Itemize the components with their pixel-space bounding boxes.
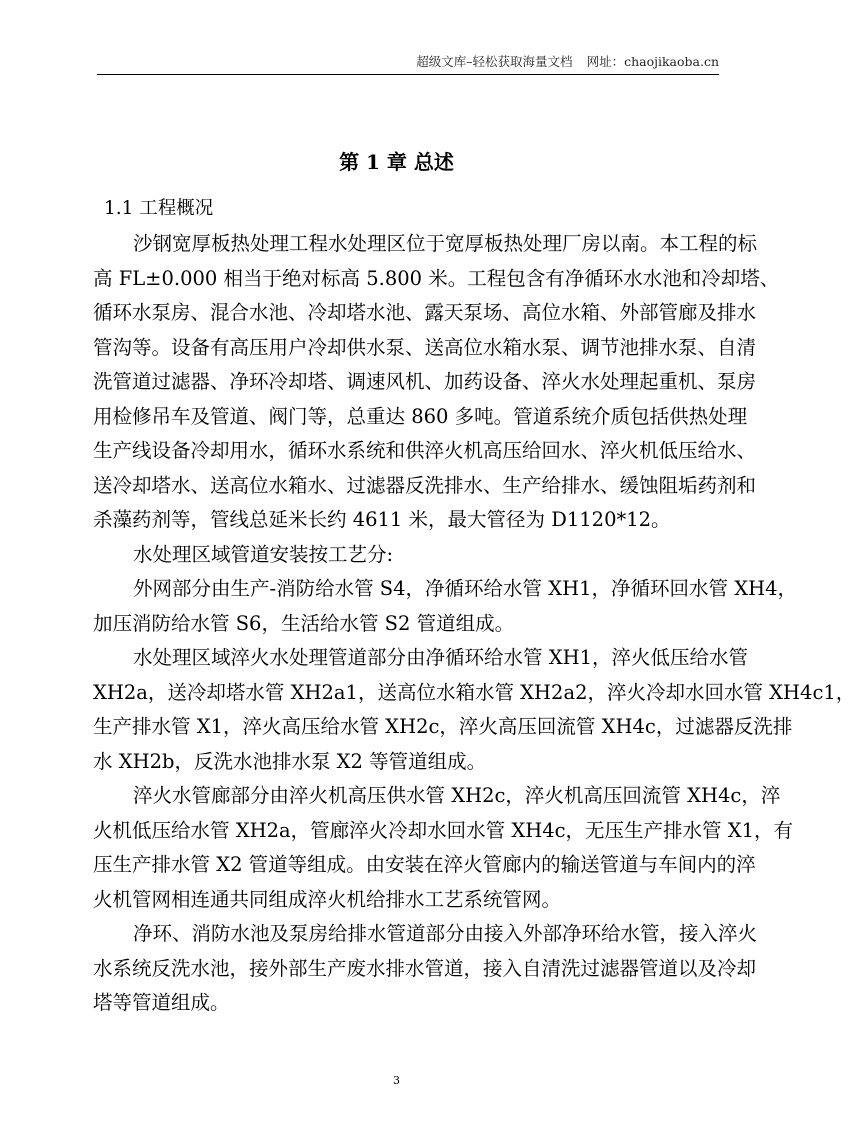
paragraph-line: 管沟等。设备有高压用户冷却供水泵、送高位水箱水泵、调节池排水泵、自清 <box>93 335 757 359</box>
paragraph-line: 杀藻药剂等，管线总延米长约 4611 米，最大管径为 D1120*12。 <box>93 508 671 531</box>
paragraph-line: 加压消防给水管 S6，生活给水管 S2 管道组成。 <box>93 611 515 635</box>
paragraph <box>93 227 780 538</box>
paragraph-line: 外网部分由生产-消防给水管 S4，净循环给水管 XH1，净循环回水管 XH4， <box>133 577 798 600</box>
document-body <box>93 227 855 1021</box>
paragraph-line: 火机低压给水管 XH2a，管廊淬火冷却水回水管 XH4c，无压生产排水管 X1，有 <box>93 818 794 842</box>
paragraph-line: 火机管网相连通共同组成淬火机给排水工艺系统管网。 <box>93 887 562 911</box>
page-header <box>97 52 719 75</box>
paragraph-line: 生产线设备冷却用水，循环水系统和供淬火机高压给回水、淬火机低压给水、 <box>93 439 757 462</box>
paragraph <box>93 917 758 1021</box>
chapter-title: 第 1 章 总述 <box>339 150 454 174</box>
paragraph-line: 沙钢宽厚板热处理工程水处理区位于宽厚板热处理厂房以南。本工程的标 <box>133 232 758 255</box>
paragraph-line: 水处理区域管道安装按工艺分: <box>133 542 394 566</box>
paragraph <box>93 538 731 573</box>
paragraph-line: 压生产排水管 X2 管道等组成。由安装在淬火管廊内的输送管道与车间内的淬 <box>93 853 756 876</box>
header-site-slogan: 超级文库–轻松获取海量文档 <box>416 54 573 69</box>
paragraph-line: 洗管道过滤器、净环冷却塔、调速风机、加药设备、淬火水处理起重机、泵房 <box>93 370 757 393</box>
paragraph-line: XH2a，送冷却塔水管 XH2a1，送高位水箱水管 XH2a2，淬火冷却水回水管 XH4c1， <box>93 680 855 704</box>
paragraph-line: 生产排水管 X1，淬火高压给水管 XH2c，淬火高压回流管 XH4c，过滤器反洗排 <box>93 715 793 738</box>
page-number: 3 <box>393 1074 400 1087</box>
paragraph-line: 送冷却塔水、送高位水箱水、过滤器反洗排水、生产给排水、缓蚀阻垢药剂和 <box>93 473 757 497</box>
paragraph-line: 塔等管道组成。 <box>93 991 230 1014</box>
header-site-url: 网址：chaojikaoba.cn <box>586 54 719 69</box>
paragraph-line: 水 XH2b，反洗水池排水泵 X2 等管道组成。 <box>93 749 487 773</box>
section-heading: 1.1 工程概况 <box>104 198 214 219</box>
paragraph <box>93 779 794 917</box>
paragraph-line: 用检修吊车及管道、阀门等，总重达 860 多吨。管道系统介质包括供热处理 <box>93 404 748 428</box>
paragraph-line: 高 FL±0.000 相当于绝对标高 5.800 米。工程包含有净循环水水池和冷却塔、 <box>93 266 780 290</box>
paragraph <box>93 572 798 641</box>
paragraph-line: 水处理区域淬火水处理管道部分由净循环给水管 XH1，淬火低压给水管 <box>133 646 748 669</box>
paragraph-line: 淬火水管廊部分由淬火机高压供水管 XH2c，淬火机高压回流管 XH4c，淬 <box>133 784 781 807</box>
paragraph-line: 水系统反洗水池，接外部生产废水排水管道，接入自清洗过滤器管道以及冷却 <box>93 956 757 980</box>
paragraph-line: 循环水泵房、混合水池、冷却塔水池、露天泵场、高位水箱、外部管廊及排水 <box>93 301 757 324</box>
paragraph <box>93 641 855 779</box>
paragraph-line: 净环、消防水池及泵房给排水管道部分由接入外部净环给水管，接入淬火 <box>133 922 758 945</box>
